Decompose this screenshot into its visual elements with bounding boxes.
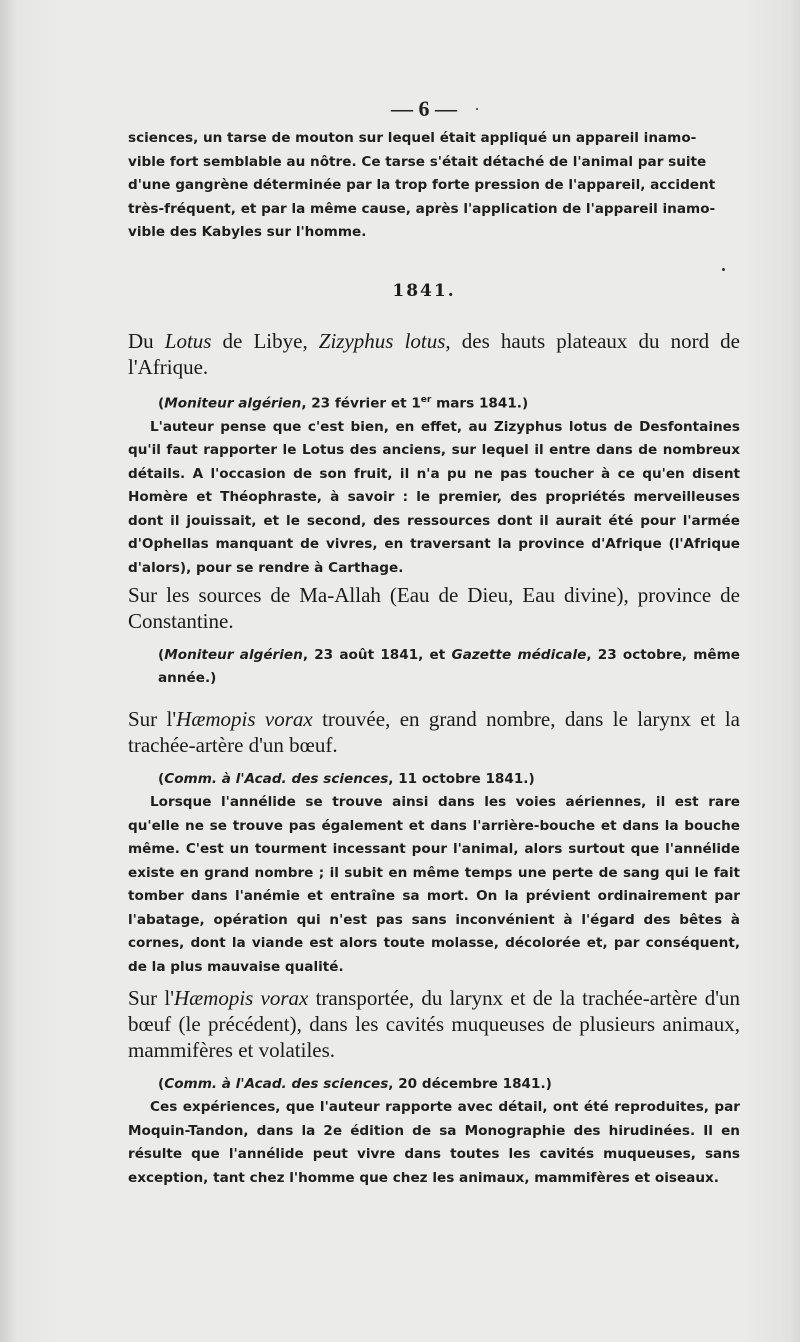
entry-source: (Comm. à l'Acad. des sciences, 20 décembre 1841.) (158, 1076, 552, 1092)
intro-line: d'une gangrène déterminée par la trop forte pression de l'appareil, accident (128, 177, 716, 193)
entry-haemopis-transport (128, 985, 740, 1190)
intro-line: sciences, un tarse de mouton sur lequel était appliqué un appareil inamo- (128, 130, 697, 146)
scan-speck (722, 268, 725, 271)
entry-title: Sur l'Hæmopis vorax transportée, du larynx et de la trachée-artère d'un bœuf (le précédent), dans les cavités muqueuses de plusieurs animaux, mammifères et volatiles. (128, 986, 740, 1062)
year-heading: 1841. (392, 281, 456, 301)
entry-haemopis-larynx (128, 706, 740, 979)
entry-source: (Moniteur algérien, 23 février et 1er mars 1841.) (158, 395, 529, 412)
entry-ma-allah (128, 582, 740, 690)
entry-body: Lorsque l'annélide se trouve ainsi dans les voies aériennes, il est rare qu'elle ne se trouve pas également et dans l'arrière-bouche et dans la bouche même. C'est un tourment incessant pour l'animal, alors surtout que l'annélide existe en grand nombre ; il subit en même temps une perte de sang qui le fait tomber dans l'anémie et entraîne sa mort. On la prévient ordinairement par l'abatage, opération qui n'est pas sans inconvénient à l'égard des bêtes à cornes, dont la viande est alors toute molasse, décolorée et, par conséquent, de la plus mauvaise qualité. (128, 794, 740, 975)
intro-line: très-fréquent, et par la même cause, après l'application de l'appareil inamo- (128, 200, 716, 217)
entry-title: Sur les sources de Ma-Allah (Eau de Dieu, Eau divine), province de Constantine. (128, 583, 740, 633)
scan-speck (476, 108, 478, 110)
entry-source: (Moniteur algérien, 23 août 1841, et Gazette médicale, 23 octobre, même année.) (158, 647, 740, 686)
entry-source: (Comm. à l'Acad. des sciences, 11 octobre 1841.) (158, 771, 535, 787)
entry-title: Sur l'Hæmopis vorax trouvée, en grand nombre, dans le larynx et la trachée-artère d'un bœuf. (128, 707, 740, 757)
intro-line: vible fort semblable au nôtre. Ce tarse s'était détaché de l'animal par suite (128, 153, 707, 170)
entry-body: L'auteur pense que c'est bien, en effet, au Zizyphus lotus de Desfontaines qu'il faut rapporter le Lotus des anciens, sur lequel il entre dans de nombreux détails. A l'occasion de son fruit, il n'a pu ne pas toucher à ce qu'en disent Homère et Théophraste, à savoir : le premier, des propriétés merveilleuses dont il jouissait, et le second, des ressources dont il aurait été pour l'armée d'Ophellas manquant de vivres, en traversant la province d'Afrique (l'Afrique d'alors), pour se rendre à Carthage. (128, 418, 740, 576)
entry-lotus (128, 328, 740, 580)
intro-paragraph (128, 127, 740, 245)
entry-body: Ces expériences, que l'auteur rapporte avec détail, ont été reproduites, par Moquin-Tandon, dans la 2e édition de sa Monographie des hirudinées. Il en résulte que l'annélide peut vivre dans toutes les cavités muqueuses, sans exception, tant chez l'homme que chez les animaux, mammifères et oiseaux. (128, 1099, 740, 1186)
page-number: — 6 — (391, 96, 457, 121)
entry-title: Du Lotus de Libye, Zizyphus lotus, des hauts plateaux du nord de l'Afrique. (128, 329, 740, 379)
intro-line: vible des Kabyles sur l'homme. (128, 224, 367, 240)
